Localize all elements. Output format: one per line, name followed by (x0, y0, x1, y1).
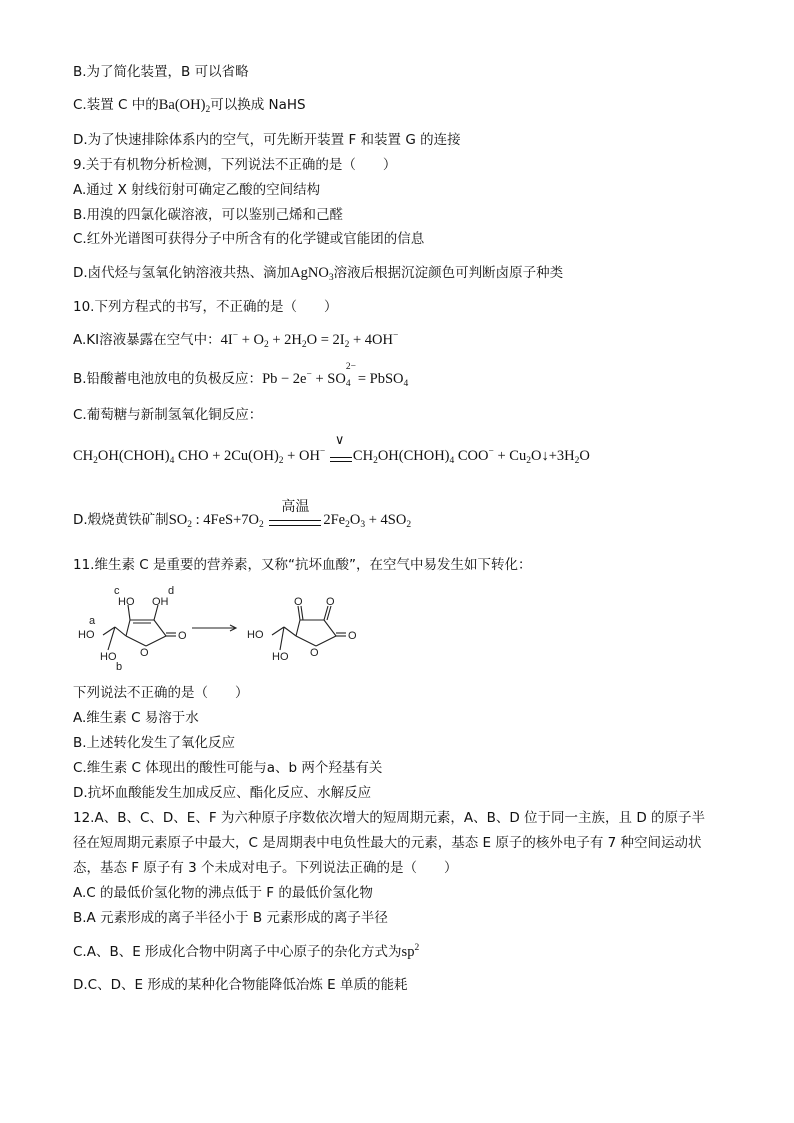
q12-option-c: C.A、B、E 形成化合物中阴离子中心原子的杂化方式为$sp^2$ (73, 943, 420, 960)
q11-stem: 11.维生素 C 是重要的营养素，又称“抗坏血酸”，在空气中易发生如下转化： (73, 557, 532, 573)
svg-text:HO: HO (78, 629, 95, 641)
svg-text:O: O (140, 647, 149, 659)
high-temperature-arrow: 高温 (269, 516, 321, 526)
q9-option-c: C.红外光谱图可获得分子中所含有的化学键或官能团的信息 (73, 231, 425, 247)
q8-option-c-pre: C.装置 C 中的 (73, 97, 159, 113)
q9-option-b: B.用溴的四氯化碳溶液，可以鉴别己烯和己醛 (73, 207, 344, 223)
label-b: b (116, 661, 123, 673)
label-c: c (114, 585, 120, 597)
vitamin-c-reaction-diagram (70, 580, 370, 676)
q11-option-a: A.维生素 C 易溶于水 (73, 710, 199, 726)
q12-stem-line-1: 12.A、B、C、D、E、F 为六种原子序数依次增大的短周期元素，A、B、D 位于同一主族，且 D 的原子半 (73, 810, 706, 826)
q10-stem: 10.下列方程式的书写，不正确的是（ ） (73, 299, 338, 315)
q11-option-d: D.抗坏血酸能发生加成反应、酯化反应、水解反应 (73, 785, 372, 801)
q10-option-c: C.葡萄糖与新制氢氧化铜反应： (73, 407, 263, 423)
label-d: d (168, 585, 175, 597)
svg-text:O: O (310, 647, 319, 659)
q8-option-c (73, 95, 306, 115)
svg-text:HO: HO (272, 651, 289, 663)
q10-option-a: A.KI溶液暴露在空气中：$4I^- + O_2 + 2H_2O = 2I_2 + 4OH^-$ (73, 331, 399, 350)
label-a: a (89, 615, 96, 627)
q11-option-b: B.上述转化发生了氧化反应 (73, 735, 236, 751)
q12-option-a: A.C 的最低价氢化物的沸点低于 F 的最低价氢化物 (73, 885, 373, 901)
q9-option-d: D.卤代烃与氢氧化钠溶液共热、滴加AgNO$_3$溶液后根据沉淀颜色可判断卤原子种类 (73, 265, 564, 283)
heating-arrow: ∨ (330, 452, 352, 462)
q8-option-d: D.为了快速排除体系内的空气，可先断开装置 F 和装置 G 的连接 (73, 132, 461, 148)
q12-stem-line-2: 径在短周期元素原子中最大，C 是周期表中电负性最大的元素，基态 E 原子的核外电子有 7 种空间运动状 (73, 835, 702, 851)
q12-option-d: D.C、D、E 形成的某种化合物能降低冶炼 E 单质的能耗 (73, 977, 408, 993)
svg-text:HO: HO (118, 596, 135, 608)
svg-text:O: O (348, 630, 357, 642)
q11-question: 下列说法不正确的是（ ） (73, 685, 249, 701)
svg-text:O: O (178, 630, 187, 642)
svg-text:O: O (294, 596, 303, 608)
q8-option-c-post: 可以换成 NaHS (210, 97, 306, 113)
q10-option-b: B.铅酸蓄电池放电的负极反应：Pb − 2e− + SO $_{2- 4}$ = PbSO$_4$ (73, 362, 409, 389)
q12-stem-line-3: 态，基态 F 原子有 3 个未成对电子。下列说法正确的是（ ） (73, 860, 458, 876)
svg-text:OH: OH (152, 596, 169, 608)
q8-option-b: B.为了简化装置，B 可以省略 (73, 64, 249, 80)
q8-option-c-formula: $Ba(OH)_2$ (158, 97, 211, 115)
q10-option-d: D.煅烧黄铁矿制$SO_2$ : $4FeS+7O_2$ 高温 $2Fe_2O_3 + 4SO_2$ (73, 499, 412, 530)
svg-text:O: O (326, 596, 335, 608)
svg-text:HO: HO (100, 651, 117, 663)
q12-option-b: B.A 元素形成的离子半径小于 B 元素形成的离子半径 (73, 910, 388, 926)
svg-text:HO: HO (247, 629, 264, 641)
q9-stem: 9.关于有机物分析检测，下列说法不正确的是（ ） (73, 157, 397, 173)
q10-option-c-equation: $CH_2OH(CHOH)_4$ CHO + $2Cu(OH)_2 + OH^-$ ∨ $CH_2OH(CHOH)_4$ $COO^- + Cu_2O↓+3H_2O$ (73, 432, 590, 466)
q9-option-a: A.通过 X 射线衍射可确定乙酸的空间结构 (73, 182, 321, 198)
q11-option-c: C.维生素 C 体现出的酸性可能与a、b 两个羟基有关 (73, 760, 383, 776)
